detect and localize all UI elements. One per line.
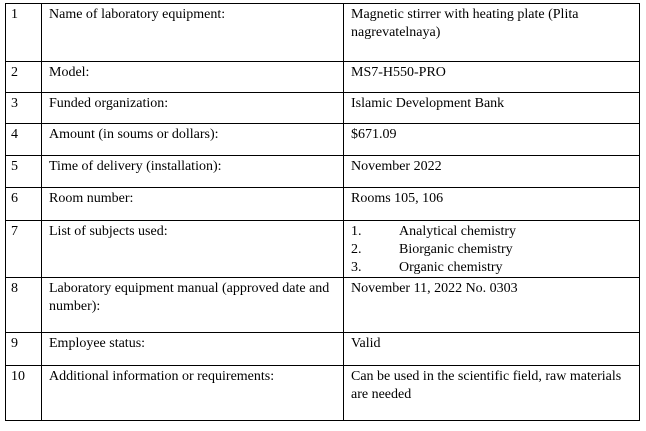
row-value: Can be used in the scientific field, raw materials are needed	[344, 366, 640, 421]
list-item	[351, 259, 633, 277]
row-value: November 2022	[344, 156, 640, 188]
row-value: Islamic Development Bank	[344, 93, 640, 124]
row-number: 9	[6, 333, 42, 366]
row-label: Additional information or requirements:	[42, 366, 344, 421]
row-number: 8	[6, 278, 42, 333]
row-label: Amount (in soums or dollars):	[42, 124, 344, 156]
table-row	[6, 4, 640, 62]
row-number: 7	[6, 221, 42, 278]
list-item-text: Organic chemistry	[399, 260, 503, 275]
row-value: $671.09	[344, 124, 640, 156]
list-item-text: Biorganic chemistry	[399, 242, 513, 257]
row-number: 3	[6, 93, 42, 124]
list-item	[351, 241, 633, 259]
row-label: Name of laboratory equipment:	[42, 4, 344, 62]
table-row	[6, 333, 640, 366]
row-label: List of subjects used:	[42, 221, 344, 278]
list-item-text: Analytical chemistry	[399, 224, 517, 239]
row-number: 2	[6, 62, 42, 93]
row-number: 6	[6, 188, 42, 221]
table-row	[6, 156, 640, 188]
table-row	[6, 188, 640, 221]
list-item-number: 2.	[351, 242, 362, 257]
list-item	[351, 223, 633, 241]
table-row	[6, 124, 640, 156]
row-value: Rooms 105, 106	[344, 188, 640, 221]
table-row	[6, 93, 640, 124]
row-value: Magnetic stirrer with heating plate (Plita nagrevatelnaya)	[344, 4, 640, 62]
list-item-number: 3.	[351, 260, 362, 275]
table-row	[6, 221, 640, 278]
row-label: Employee status:	[42, 333, 344, 366]
row-number: 1	[6, 4, 42, 62]
equipment-info-table	[5, 3, 640, 421]
row-value	[344, 221, 640, 278]
table-row	[6, 366, 640, 421]
row-label: Model:	[42, 62, 344, 93]
row-label: Time of delivery (installation):	[42, 156, 344, 188]
list-item-number: 1.	[351, 224, 362, 239]
row-value: MS7-H550-PRO	[344, 62, 640, 93]
row-number: 4	[6, 124, 42, 156]
table-row	[6, 62, 640, 93]
row-label: Room number:	[42, 188, 344, 221]
table-row	[6, 278, 640, 333]
row-value: November 11, 2022 No. 0303	[344, 278, 640, 333]
row-number: 5	[6, 156, 42, 188]
row-number: 10	[6, 366, 42, 421]
row-value: Valid	[344, 333, 640, 366]
row-label: Laboratory equipment manual (approved date and number):	[42, 278, 344, 333]
row-label: Funded organization:	[42, 93, 344, 124]
subjects-list	[351, 223, 633, 277]
